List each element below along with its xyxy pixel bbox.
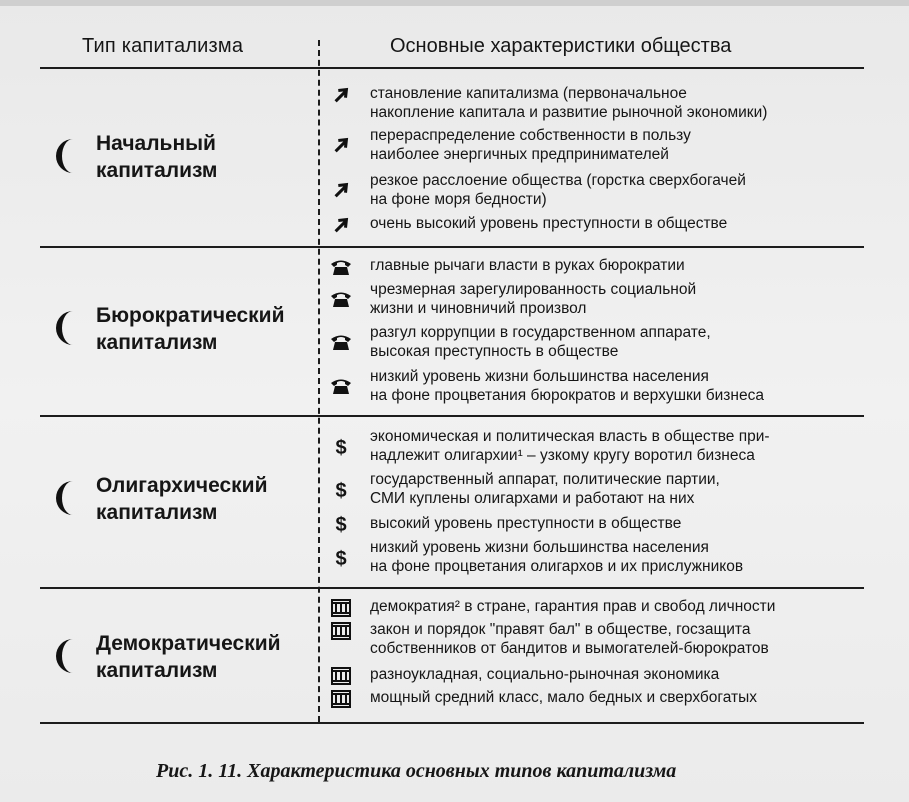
telephone-icon <box>330 258 352 276</box>
dollar-icon: $ <box>335 548 347 570</box>
crescent-icon <box>56 638 74 674</box>
arrow-up-right-icon <box>330 216 352 234</box>
crescent-icon <box>56 310 74 346</box>
arrow-up-right-icon <box>330 136 352 154</box>
item-text: становление капитализма (первоначальное накопление капитала и развитие рыночной экономики) <box>370 85 768 121</box>
dollar-icon: $ <box>335 437 347 459</box>
group-divider <box>40 415 864 417</box>
item-text: низкий уровень жизни большинства населения на фоне процветания олигархов и их прислужников <box>370 539 744 575</box>
item-text: перераспределение собственности в пользу наиболее энергичных предпринимателей <box>370 127 691 163</box>
header-rule <box>40 67 864 69</box>
group-label-democratic: Демократический капитализм <box>96 632 281 682</box>
group-label-bureaucratic: Бюрократический капитализм <box>96 304 285 354</box>
item-text: низкий уровень жизни большинства населения на фоне процветания бюрократов и верхушки бизнеса <box>370 368 764 404</box>
item-text: государственный аппарат, политические партии, СМИ куплены олигархами и работают на них <box>370 471 720 507</box>
item-text: экономическая и политическая власть в обществе при- надлежит олигархии¹ – узкому кругу воротил бизнеса <box>370 428 770 464</box>
arrow-up-right-icon <box>330 181 352 199</box>
dollar-icon: $ <box>335 480 347 502</box>
group-label-initial: Начальный капитализм <box>96 132 218 182</box>
figure-title: Характеристика основных типов капитализма <box>247 760 677 782</box>
figure-caption <box>156 760 676 783</box>
column-header-characteristics: Основные характеристики общества <box>390 35 732 57</box>
figure-number: Рис. 1. 11. <box>156 760 243 782</box>
parliament-icon <box>330 599 352 617</box>
group-label-oligarchic: Олигархический капитализм <box>96 474 268 524</box>
parliament-icon <box>330 690 352 708</box>
item-text: демократия² в стране, гарантия прав и свобод личности <box>370 598 776 615</box>
top-band <box>0 0 909 6</box>
telephone-icon <box>330 333 352 351</box>
parliament-icon <box>330 622 352 640</box>
item-text: главные рычаги власти в руках бюрократии <box>370 257 685 274</box>
parliament-icon <box>330 667 352 685</box>
crescent-icon <box>56 138 74 174</box>
group-divider <box>40 587 864 589</box>
telephone-icon <box>330 290 352 308</box>
item-text: разгул коррупции в государственном аппарате, высокая преступность в обществе <box>370 324 711 360</box>
group-divider <box>40 246 864 248</box>
arrow-up-right-icon <box>330 86 352 104</box>
column-divider <box>318 40 320 722</box>
item-text: чрезмерная зарегулированность социальной жизни и чиновничий произвол <box>370 281 697 317</box>
item-text: высокий уровень преступности в обществе <box>370 515 682 532</box>
item-text: разноукладная, социально-рыночная экономика <box>370 666 720 683</box>
item-text: очень высокий уровень преступности в обществе <box>370 215 728 232</box>
item-text: закон и порядок "правят бал" в обществе, госзащита собственников от бандитов и вымогателей-бюрократов <box>370 621 769 657</box>
column-header-type: Тип капитализма <box>82 35 244 57</box>
item-text: резкое расслоение общества (горстка сверхбогачей на фоне моря бедности) <box>370 172 746 208</box>
telephone-icon <box>330 377 352 395</box>
dollar-icon: $ <box>335 514 347 536</box>
table-bottom-rule <box>40 722 864 724</box>
item-text: мощный средний класс, мало бедных и сверхбогатых <box>370 689 758 706</box>
crescent-icon <box>56 480 74 516</box>
